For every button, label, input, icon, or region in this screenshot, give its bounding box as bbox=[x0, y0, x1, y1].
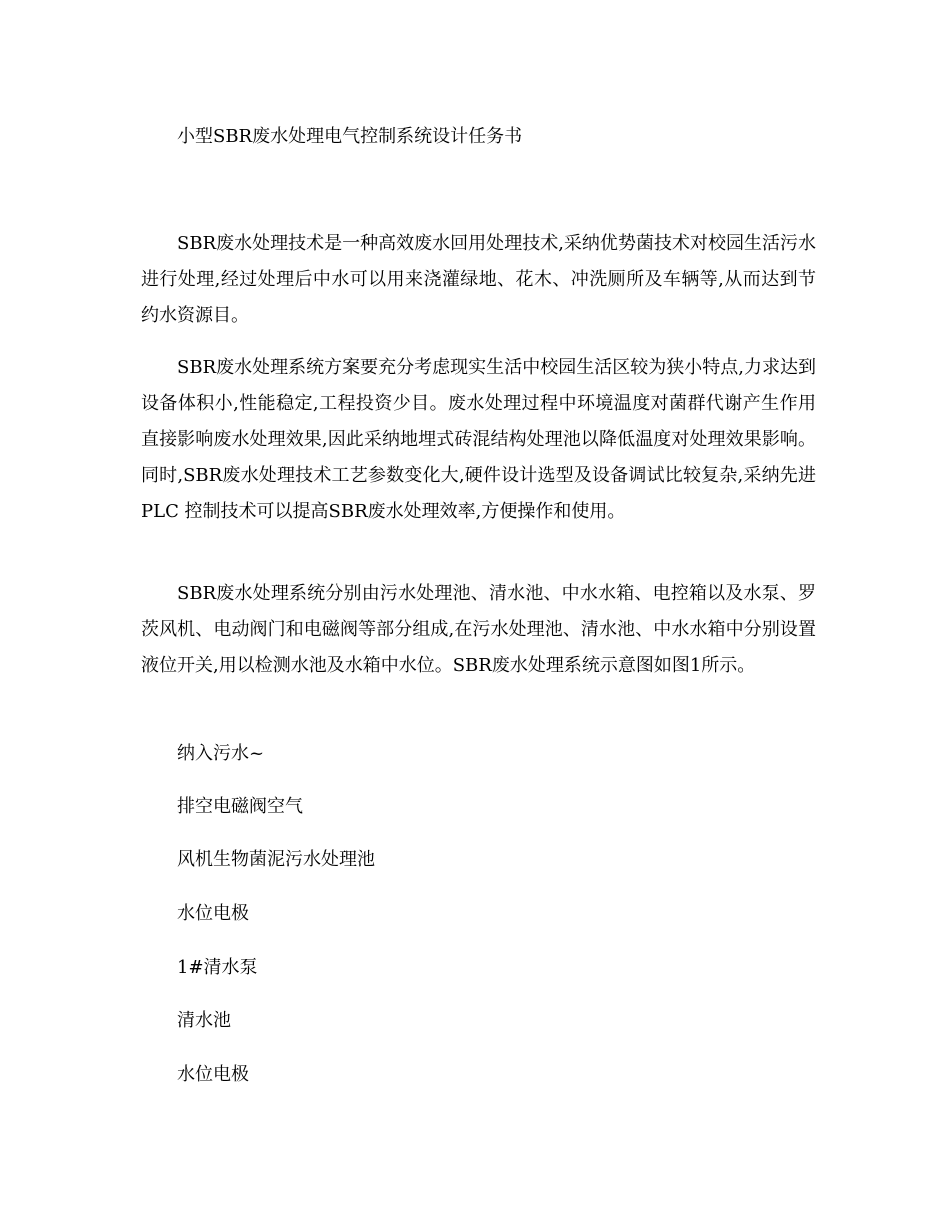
paragraph-intro: SBR废水处理技术是一种高效废水回用处理技术,采纳优势菌技术对校园生活污水进行处理,经过处理后中水可以用来浇灌绿地、花木、冲洗厕所及车辆等,从而达到节约水资源目。 bbox=[141, 233, 816, 326]
figure-label: 水位电极 bbox=[177, 1064, 249, 1085]
document-title: 小型SBR废水处理电气控制系统设计任务书 bbox=[177, 126, 523, 147]
figure-label: 排空电磁阀空气 bbox=[177, 796, 303, 817]
figure-label: 清水池 bbox=[177, 1010, 231, 1031]
figure-label: 纳入污水~ bbox=[177, 743, 265, 764]
figure-label: 水位电极 bbox=[177, 903, 249, 924]
paragraph-components: SBR废水处理系统分别由污水处理池、清水池、中水水箱、电控箱以及水泵、罗茨风机、电动阀门和电磁阀等部分组成,在污水处理池、清水池、中水水箱中分别设置液位开关,用以检测水池及水箱中水位。SBR废水处理系统示意图如图1所示。 bbox=[141, 583, 816, 676]
paragraph-design: SBR废水处理系统方案要充分考虑现实生活中校园生活区较为狭小特点,力求达到设备体积小,性能稳定,工程投资少目。废水处理过程中环境温度对菌群代谢产生作用直接影响废水处理效果,因此采纳地埋式砖混结构处理池以降低温度对处理效果影响。同时,SBR废水处理技术工艺参数变化大,硬件设计选型及设备调试比较复杂,采纳先进PLC 控制技术可以提高SBR废水处理效率,方便操作和使用。 bbox=[141, 357, 816, 522]
figure-label: 风机生物菌泥污水处理池 bbox=[177, 849, 375, 870]
figure-label: 1#清水泵 bbox=[177, 957, 258, 978]
